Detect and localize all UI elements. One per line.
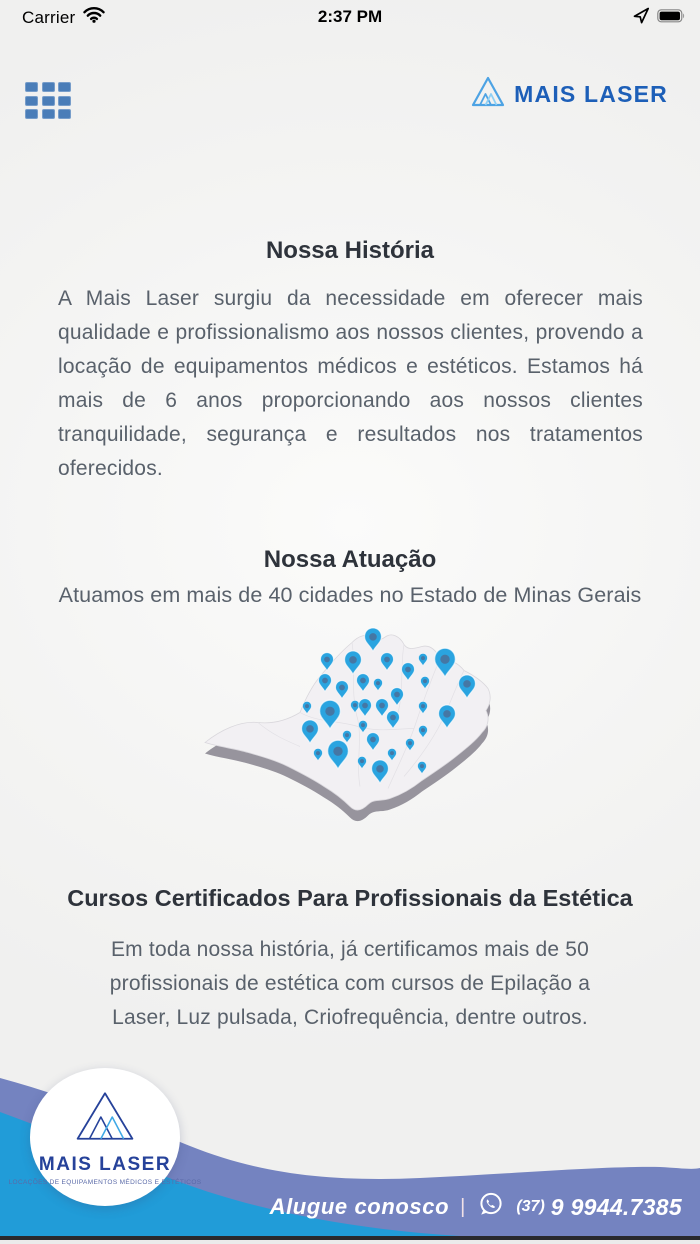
cta-divider: | bbox=[460, 1195, 466, 1218]
badge-triangle-logo-icon bbox=[74, 1089, 136, 1148]
section-title-cursos: Cursos Certificados Para Profissionais da Estética bbox=[67, 885, 633, 911]
section-title-historia: Nossa História bbox=[265, 237, 435, 264]
footer bbox=[0, 1050, 700, 1244]
cursos-paragraph: Em toda nossa história, já certificamos mais de 50 profissionais de estética com cursos de Epilação a Laser, Luz pulsada, Criofrequência, dentre outros. bbox=[109, 938, 591, 1029]
historia-paragraph: A Mais Laser surgiu da necessidade em oferecer mais qualidade e profissionalismo aos nossos clientes, provendo a locação de equipamentos médicos e estéticos. Estamos há mais de 6 anos proporcionando aos nossos clientes tranquilidade, segurança e resultados nos tratamentos oferecidos. bbox=[58, 287, 643, 480]
header-logo-text: MAIS LASER bbox=[514, 80, 668, 107]
carrier-label: Carrier bbox=[22, 7, 76, 27]
atuacao-subtitle: Atuamos em mais de 40 cidades no Estado de Minas Gerais bbox=[58, 583, 642, 607]
status-bar bbox=[0, 0, 700, 40]
clock: 2:37 PM bbox=[317, 7, 383, 26]
battery-icon bbox=[657, 9, 686, 28]
cta-text: Alugue conosco bbox=[269, 1194, 450, 1219]
section-title-atuacao: Nossa Atuação bbox=[263, 546, 437, 573]
minas-gerais-map bbox=[200, 622, 510, 827]
phone-number: 9 9944.7385 bbox=[550, 1193, 682, 1220]
triangle-logo-icon bbox=[471, 76, 505, 112]
footer-cta-row[interactable] bbox=[270, 1190, 682, 1224]
whatsapp-icon[interactable] bbox=[476, 1190, 505, 1224]
header-logo[interactable] bbox=[471, 76, 668, 112]
badge-tagline: LOCAÇÕES DE EQUIPAMENTOS MÉDICOS E ESTÉTICOS bbox=[8, 1178, 202, 1186]
phone-area-code: (37) bbox=[516, 1198, 545, 1215]
badge-logo-text: MAIS LASER bbox=[38, 1153, 172, 1175]
footer-logo-badge bbox=[8, 1068, 202, 1206]
location-arrow-icon bbox=[633, 7, 650, 29]
menu-grid-button[interactable] bbox=[25, 82, 71, 123]
